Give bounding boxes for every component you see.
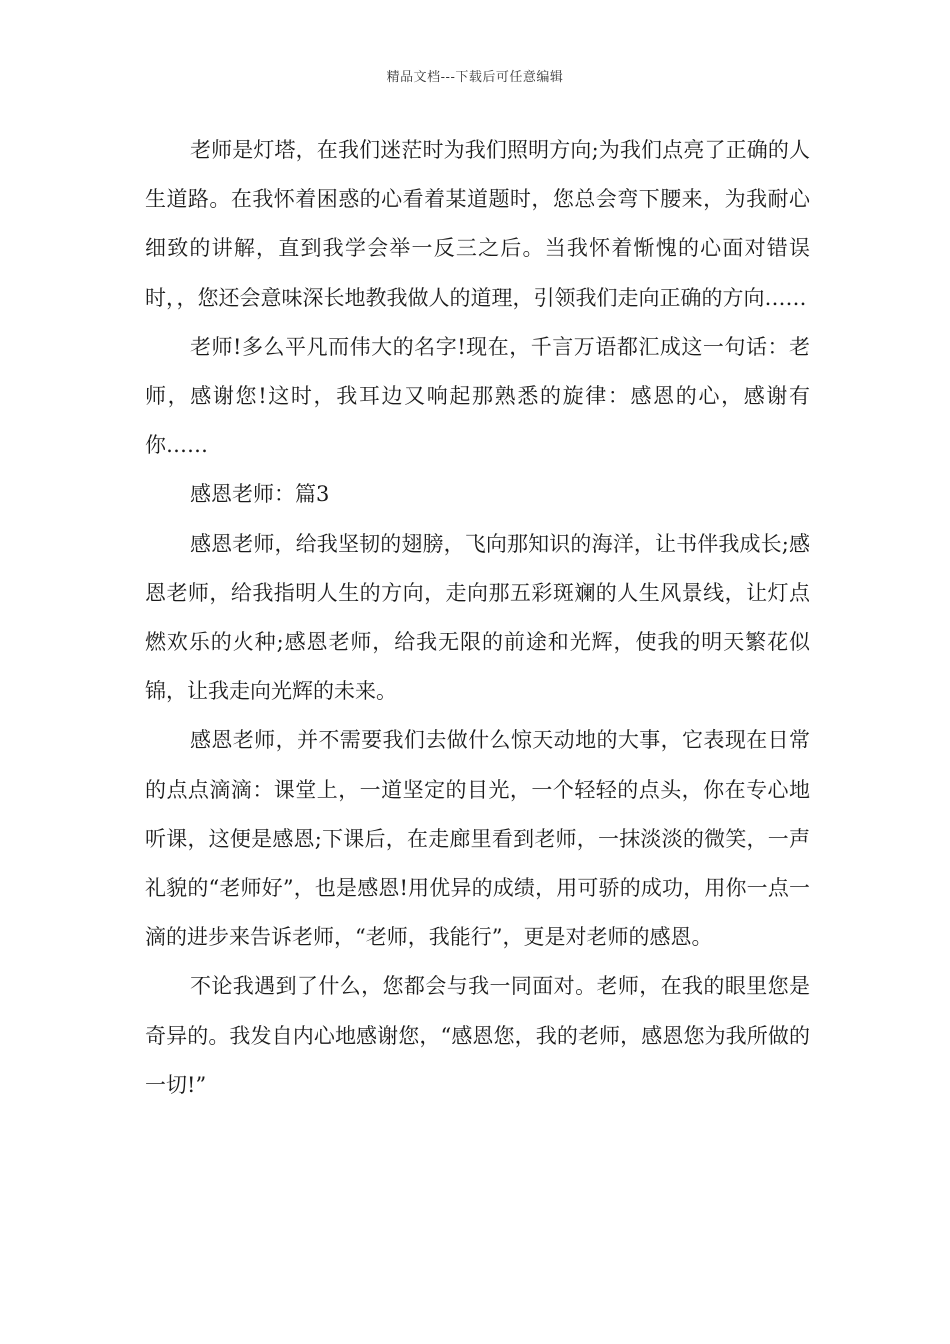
paragraph-thank-teacher-wings: 感恩老师，给我坚韧的翅膀，飞向那知识的海洋，让书伴我成长;感恩老师，给我指明人生的方向，走向那五彩斑斓的人生风景线，让灯点燃欢乐的火种;感恩老师，给我无限的前途和光辉，使我的明天繁花似锦，让我走向光辉的未来。 <box>145 531 810 704</box>
document-body <box>145 126 810 1110</box>
paragraph-daily-gratitude: 感恩老师，并不需要我们去做什么惊天动地的大事，它表现在日常的点点滴滴：课堂上，一道坚定的目光，一个轻轻的点头，你在专心地听课，这便是感恩;下课后，在走廊里看到老师，一抹淡淡的微笑，一声礼貌的“老师好”，也是感恩!用优异的成绩，用可骄的成功，用你一点一滴的进步来告诉老师，“老师，我能行”，更是对老师的感恩。 <box>145 728 810 950</box>
paragraph-teacher-name: 老师!多么平凡而伟大的名字!现在，千言万语都汇成这一句话：老师，感谢您!这时，我耳边又响起那熟悉的旋律：感恩的心，感谢有你…… <box>145 334 810 458</box>
paragraph-face-together: 不论我遇到了什么，您都会与我一同面对。老师，在我的眼里您是奇异的。我发自内心地感谢您，“感恩您，我的老师，感恩您为我所做的一切!” <box>145 974 810 1097</box>
paragraph-teacher-lighthouse: 老师是灯塔，在我们迷茫时为我们照明方向;为我们点亮了正确的人生道路。在我怀着困惑的心看着某道题时，您总会弯下腰来，为我耐心细致的讲解，直到我学会举一反三之后。当我怀着惭愧的心面对错误时，，您还会意味深长地教我做人的道理，引领我们走向正确的方向…… <box>145 138 810 310</box>
page-header: 精品文档---下载后可任意编辑 <box>386 70 564 85</box>
section-heading: 感恩老师：篇3 <box>190 482 330 507</box>
